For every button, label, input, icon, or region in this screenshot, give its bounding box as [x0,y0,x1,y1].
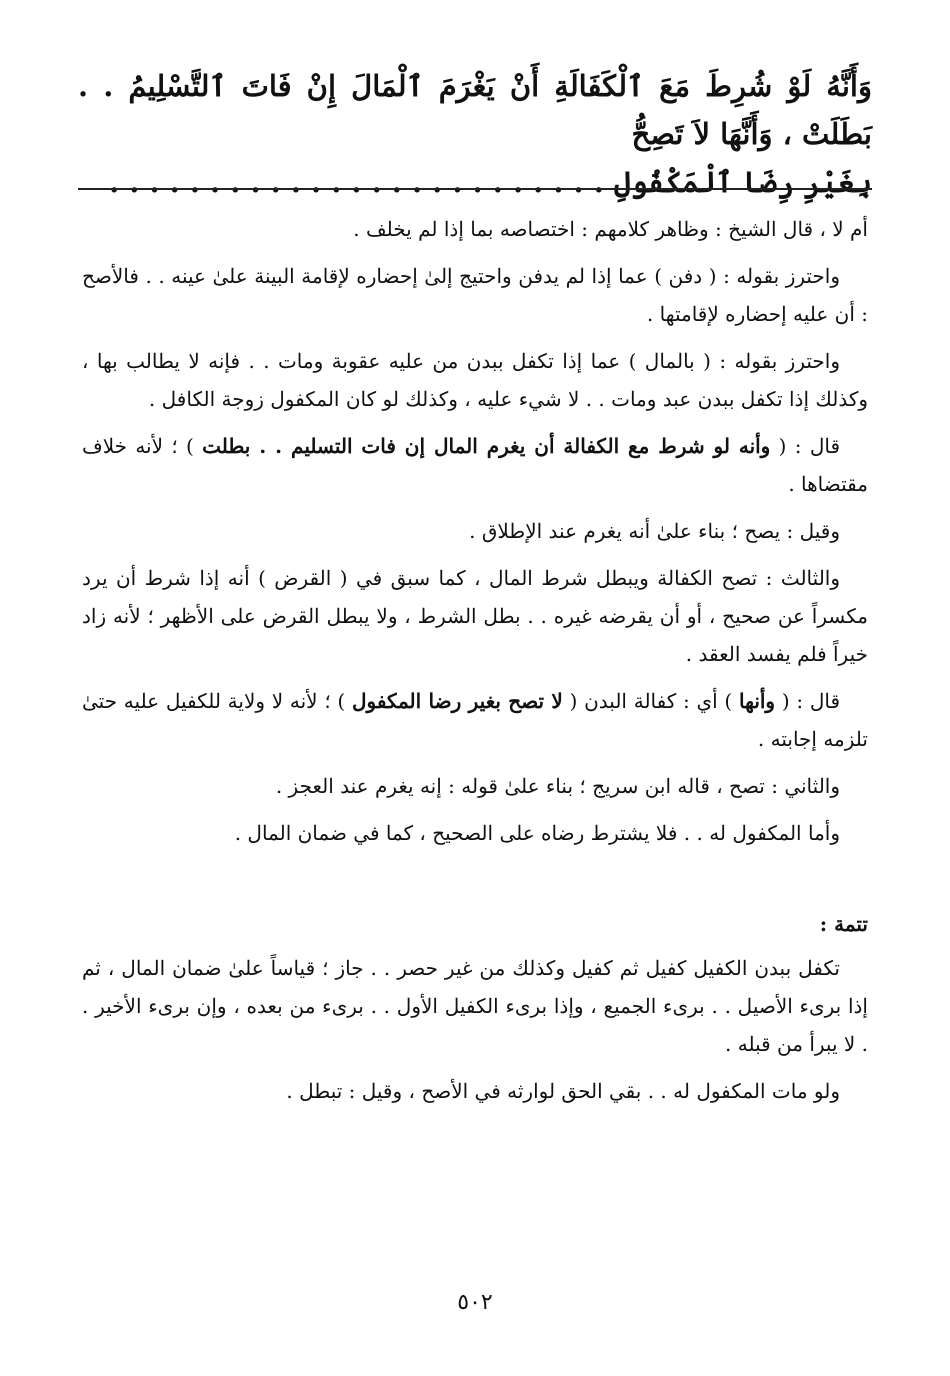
commentary-paragraph-7 [82,682,868,758]
commentary-paragraph-9: وأما المكفول له . . فلا يشترط رضاه على الصحيح ، كما في ضمان المال . [234,821,840,845]
page-number: ٥٠٢ [457,1290,493,1315]
commentary-paragraph-8: والثاني : تصح ، قاله ابن سريج ؛ بناء علىٰ قوله : إنه يغرم عند العجز . [275,774,840,798]
quote-open: قال : ( [781,689,841,713]
main-text-block [78,62,872,206]
quote-close: ) ؛ لأنه خلاف مقتضاها . [82,434,868,496]
supplement-heading: تتمة : [819,912,868,936]
commentary-paragraph-6: والثالث : تصح الكفالة ويبطل شرط المال ، كما سبق في ( القرض ) أنه إذا شرط أن يرد مكسراً عن صحيح ، أو أن يقرضه غيره . . بطل الشرط ، ولا يبطل القرض على الأظهر ؛ لأنه زاد خيراً فلم يفسد العقد . [82,566,868,666]
commentary-paragraph-1: أم لا ، قال الشيخ : وظاهر كلامهم : اختصاصه بما إذا لم يخلف . [353,217,868,241]
quote-open: قال : ( [778,434,841,458]
section-gap [82,861,868,905]
commentary-paragraph-5: وقيل : يصح ؛ بناء علىٰ أنه يغرم عند الإطلاق . [469,519,840,543]
supplement-paragraph-1: تكفل ببدن الكفيل كفيل ثم كفيل وكذلك من غير حصر . . جاز ؛ قياساً علىٰ ضمان المال ، ثم إذا برىء الأصيل . . برىء الجميع ، وإذا برىء الكفيل الأول . . برىء من بعده ، وإن برىء الأخير . . لا يبرأ من قبله . [82,956,868,1056]
quoted-main-text: وأنه لو شرط مع الكفالة أن يغرم المال إن فات التسليم . . بطلت [202,434,771,458]
gloss: ) أي : كفالة البدن ( [569,689,733,713]
quoted-main-text: وأنها [739,689,776,713]
commentary-paragraph-4 [82,427,868,503]
commentary-paragraph-2: واحترز بقوله : ( دفن ) عما إذا لم يدفن واحتيج إلىٰ إحضاره لإقامة البينة علىٰ عينه . . فالأصح : أن عليه إحضاره لإقامتها . [82,264,868,326]
main-text-line-1: وَأَنَّهُ لَوْ شُرِطَ مَعَ ٱلْكَفَالَةِ أَنْ يَغْرَمَ ٱلْمَالَ إِنْ فَاتَ ٱلتَّسْلِيمُ . . بَطَلَتْ ، وَأَنَّهَا لاَ تَصِحُّ [78,69,872,151]
supplement-paragraph-2: ولو مات المكفول له . . بقي الحق لوارثه في الأصح ، وقيل : تبطل . [286,1079,840,1103]
main-text-line-2: بِغَيْرِ رِضَا ٱلْمَكْفُولِ . . . . . . . . . . . . . . . . . . . . . . . . . [109,165,872,199]
commentary-paragraph-3: واحترز بقوله : ( بالمال ) عما إذا تكفل ببدن من عليه عقوبة ومات . . فإنه لا يطالب بها ، وكذلك إذا تكفل ببدن عبد ومات . . لا شيء عليه ، وكذلك لو كان المكفول زوجة الكافل . [82,349,868,411]
quote-close: ) ؛ لأنه لا ولاية للكفيل عليه حتىٰ تلزمه إجابته . [82,689,868,751]
quoted-main-text: لا تصح بغير رضا المكفول [351,689,563,713]
commentary-block [82,210,868,1119]
separator-rule [78,188,872,190]
